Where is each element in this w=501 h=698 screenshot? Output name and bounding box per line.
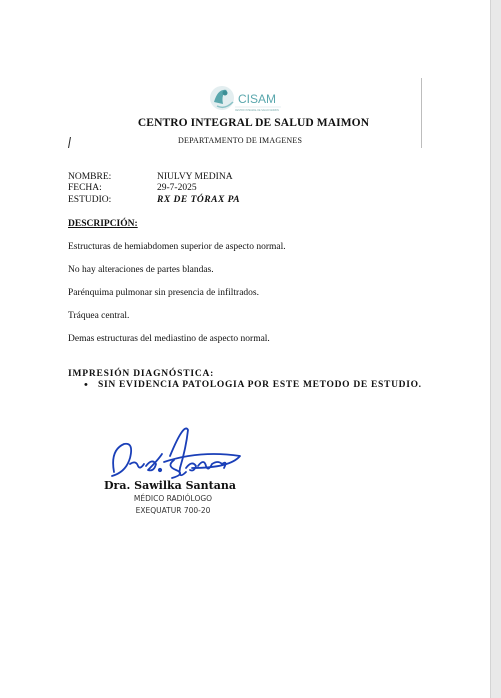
description-title: DESCRIPCIÓN: bbox=[68, 219, 138, 229]
diagnosis-item: • SIN EVIDENCIA PATOLOGIA POR ESTE METODO DE ESTUDIO. bbox=[84, 380, 422, 390]
description-line: Tráquea central. bbox=[68, 311, 130, 321]
description-line: Demas estructuras del mediastino de aspecto normal. bbox=[68, 334, 270, 344]
description-line: Estructuras de hemiabdomen superior de aspecto normal. bbox=[68, 242, 286, 252]
vertical-scrollbar[interactable] bbox=[490, 0, 501, 698]
header-divider bbox=[421, 78, 422, 148]
clinic-title: CENTRO INTEGRAL DE SALUD MAIMON bbox=[137, 117, 370, 129]
name-label: NOMBRE: bbox=[68, 172, 112, 182]
svg-text:CISAM: CISAM bbox=[238, 92, 277, 106]
diagnosis-title: IMPRESIÓN DIAGNÓSTICA: bbox=[68, 369, 215, 379]
description-line: Parénquima pulmonar sin presencia de infiltrados. bbox=[68, 288, 260, 298]
signer-name: Dra. Sawilka Santana bbox=[104, 479, 236, 492]
name-value: NIULVY MEDINA bbox=[157, 172, 233, 182]
department-name: DEPARTAMENTO DE IMAGENES bbox=[178, 136, 303, 145]
date-label: FECHA: bbox=[68, 183, 102, 193]
svg-text:CENTRO INTEGRAL DE SALUD MAIMO: CENTRO INTEGRAL DE SALUD MAIMON bbox=[235, 110, 279, 112]
study-label: ESTUDIO: bbox=[68, 195, 112, 205]
diagnosis-list bbox=[84, 380, 422, 390]
text-cursor bbox=[68, 137, 71, 148]
signer-role: MÉDICO RADIÓLOGO bbox=[133, 494, 213, 503]
date-value: 29-7-2025 bbox=[157, 183, 197, 193]
signer-license: EXEQUATUR 700-20 bbox=[135, 506, 211, 515]
study-value: RX DE TÓRAX PA bbox=[157, 195, 241, 205]
description-line: No hay alteraciones de partes blandas. bbox=[68, 265, 214, 275]
cisam-logo bbox=[205, 82, 285, 116]
